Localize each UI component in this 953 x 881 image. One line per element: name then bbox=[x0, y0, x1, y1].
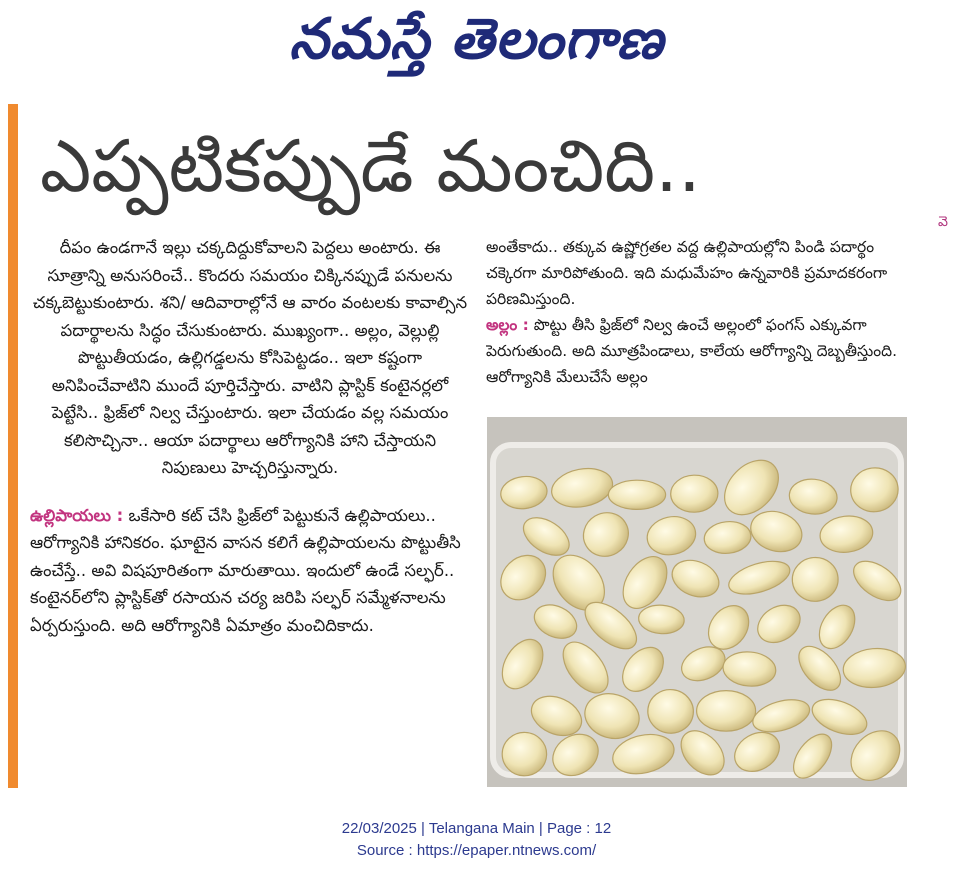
article-intro: దీపం ఉండగానే ఇల్లు చక్కదిద్దుకోవాలని పెద్దలు అంటారు. ఈ సూత్రాన్ని అనుసరించే.. కొందరు సమయం చిక్కినప్పుడే పనులను చక్కబెట్టుకుంటారు. శని/ ఆదివారాల్లోనే ఆ వారం వంటలకు కావాల్సిన పదార్థాలను సిద్ధం చేసుకుంటారు. ముఖ్యంగా.. అల్లం, వెల్లుల్లి పొట్టుతీయడం, ఉల్లిగడ్డలను కోసిపెట్టడం.. ఇలా కష్టంగా అనిపించేవాటిని ముందే పూర్తిచేస్తారు. వాటిని ప్లాస్టిక్ కంటైనర్లలో పెట్టేసి.. ఫ్రిజ్‌లో నిల్వ చేస్తుంటారు. ఇలా చేయడం వల్ల సమయం కలిసొచ్చినా.. ఆయా పదార్థాలు ఆరోగ్యానికి హాని చేస్తాయని నిపుణులు హెచ్చరిస్తున్నారు. bbox=[32, 238, 468, 477]
ginger-paragraph bbox=[486, 312, 906, 390]
article-headline: ఎప్పటికప్పుడే మంచిది.. bbox=[40, 124, 701, 208]
garlic-clove bbox=[501, 732, 547, 777]
garlic-clove bbox=[697, 691, 756, 732]
onion-paragraph bbox=[30, 502, 470, 640]
garlic-clove bbox=[608, 480, 665, 509]
footer-source-line: Source : https://epaper.ntnews.com/ bbox=[356, 842, 597, 859]
garlic-cloves-icon bbox=[487, 417, 907, 787]
ginger-label: అల్లం : bbox=[486, 316, 529, 334]
ginger-text: పొట్టు తీసి ఫ్రిజ్‌లో నిల్వ ఉంచే అల్లంలో ఫంగస్ ఎక్కువగా పెరుగుతుంది. అది మూత్రపిండాలు, కాలేయ ఆరోగ్యాన్ని దెబ్బతీస్తుంది. ఆరోగ్యానికి మేలుచేసే అల్లం bbox=[486, 316, 898, 386]
right-paragraph: అంతేకాదు.. తక్కువ ఉష్ణోగ్రతల వద్ద ఉల్లిపాయల్లోని పిండి పదార్థం చక్కెరగా మారిపోతుంది. ఇది మధుమేహం ఉన్నవారికి ప్రమాదకరంగా పరిణమిస్తుంది. bbox=[486, 238, 888, 308]
garlic-photo bbox=[487, 417, 907, 787]
accent-bar bbox=[8, 104, 18, 788]
adjacent-article-fragment: వె bbox=[938, 214, 948, 230]
onion-text: ఒకేసారి కట్ చేసి ఫ్రిజ్‌లో పెట్టుకునే ఉల్లిపాయలు.. ఆరోగ్యానికి హానికరం. ఘాటైన వాసన కలిగే ఉల్లిపాయలను పొట్టుతీసి ఉంచేస్తే.. అవి విషపూరితంగా మారుతాయి. ఇందులో ఉండే సల్ఫర్.. కంటైనర్‌లోని ప్లాస్టిక్‌తో రసాయన చర్య జరిపి సల్ఫర్ సమ్మేళనాలను ఏర్పరుస్తుంది. అది ఆరోగ్యానికి ఏమాత్రం మంచిదికాదు. bbox=[30, 505, 461, 635]
onion-label: ఉల్లిపాయలు : bbox=[30, 505, 124, 525]
page-footer bbox=[0, 818, 953, 862]
article-left-column bbox=[30, 234, 470, 774]
article-right-column bbox=[486, 234, 906, 404]
footer-date-line: 22/03/2025 | Telangana Main | Page : 12 bbox=[341, 820, 612, 837]
newspaper-masthead: నమస్తే తెలంగాణ bbox=[289, 7, 664, 72]
